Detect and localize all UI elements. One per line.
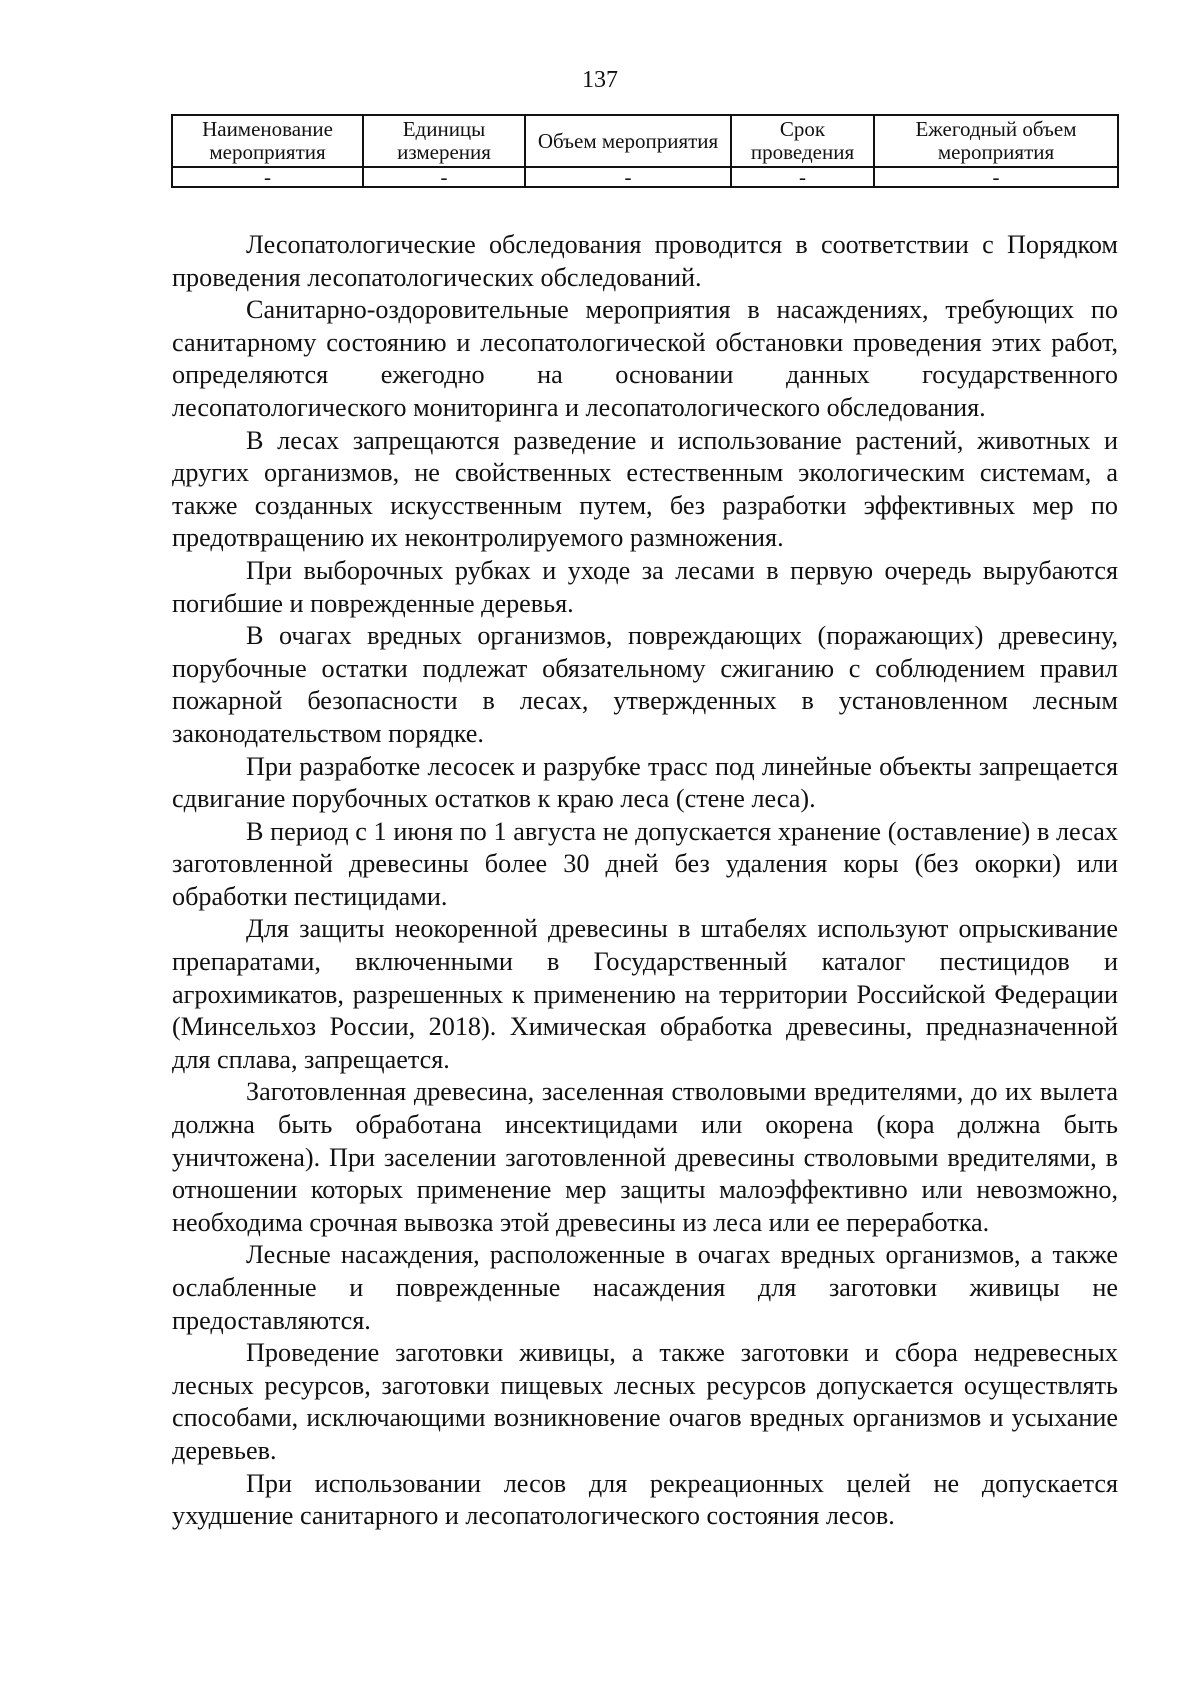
paragraph: Заготовленная древесина, заселенная стволовыми вредителями, до их вылета должна быть обработана инсектицидами или окорена (кора должна быть уничтожена). При заселении заготовленной древесины стволовыми вредителями, в отношении которых применение мер защиты малоэффективно или невозможно, необходима срочная вывозка этой древесины из леса или ее переработка.: [172, 1077, 1118, 1237]
table-cell: -: [525, 167, 731, 187]
paragraph: При выборочных рубках и уходе за лесами в первую очередь вырубаются погибшие и поврежденные деревья.: [172, 555, 1118, 618]
paragraph: Лесопатологические обследования проводится в соответствии с Порядком проведения лесопатологических обследований.: [172, 230, 1118, 292]
table-cell: -: [363, 167, 525, 187]
table-header-cell: Наименование мероприятия: [172, 115, 363, 167]
table-header-cell: Объем мероприятия: [525, 115, 731, 167]
table-cell: -: [874, 167, 1118, 187]
activities-table: [171, 114, 1119, 188]
paragraph: В очагах вредных организмов, повреждающих (поражающих) древесину, порубочные остатки подлежат обязательному сжиганию с соблюдением правил пожарной безопасности в лесах, утвержденных в установленном лесным законодательством порядке.: [172, 621, 1118, 748]
table-header-cell: Срок проведения: [731, 115, 874, 167]
table-header-cell: Ежегодный объем мероприятия: [874, 115, 1118, 167]
table-header-cell: Единицы измерения: [363, 115, 525, 167]
page-number: 137: [582, 67, 618, 93]
paragraph: При использовании лесов для рекреационных целей не допускается ухудшение санитарного и лесопатологического состояния лесов.: [172, 1468, 1118, 1531]
paragraph: Санитарно-оздоровительные мероприятия в насаждениях, требующих по санитарному состоянию и лесопатологической обстановки проведения этих работ, определяются ежегодно на основании данных государственного лесопатологического мониторинга и лесопатологического обследования.: [172, 295, 1118, 422]
table-cell: -: [172, 167, 363, 187]
paragraph: При разработке лесосек и разрубке трасс под линейные объекты запрещается сдвигание порубочных остатков к краю леса (стене леса).: [172, 751, 1118, 814]
paragraph: Для защиты неокоренной древесины в штабелях используют опрыскивание препаратами, включенными в Государственный каталог пестицидов и агрохимикатов, разрешенных к применению на территории Российской Федерации (Минсельхоз России, 2018). Химическая обработка древесины, предназначенной для сплава, запрещается.: [172, 914, 1118, 1074]
paragraph: Лесные насаждения, расположенные в очагах вредных организмов, а также ослабленные и поврежденные насаждения для заготовки живицы не предоставляются.: [172, 1240, 1118, 1335]
paragraph: В период с 1 июня по 1 августа не допускается хранение (оставление) в лесах заготовленной древесины более 30 дней без удаления коры (без окорки) или обработки пестицидами.: [172, 816, 1118, 911]
body-text: [172, 229, 1118, 1533]
table-header-row: [172, 115, 1118, 167]
paragraph: Проведение заготовки живицы, а также заготовки и сбора недревесных лесных ресурсов, заготовки пищевых лесных ресурсов допускается осуществлять способами, исключающими возникновение очагов вредных организмов и усыхание деревьев.: [172, 1338, 1118, 1465]
paragraph: В лесах запрещаются разведение и использование растений, животных и других организмов, не свойственных естественным экологическим системам, а также созданных искусственным путем, без разработки эффективных мер по предотвращению их неконтролируемого размножения.: [172, 425, 1118, 553]
table-row: [172, 167, 1118, 187]
table-cell: -: [731, 167, 874, 187]
